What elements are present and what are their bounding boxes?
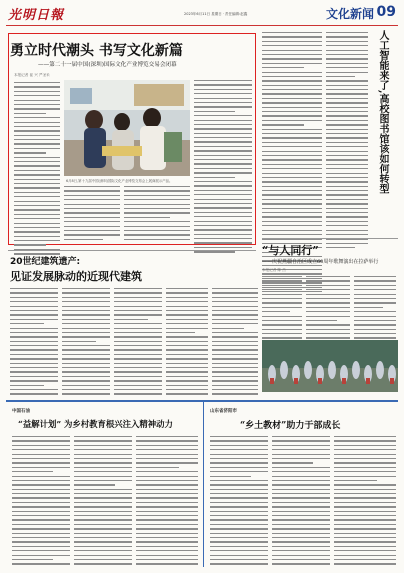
- story-text-column: [12, 436, 70, 568]
- heritage-headline: 见证发展脉动的近现代建筑: [10, 270, 142, 283]
- lead-subheadline: ——第二十一届中国(深圳)国际文化产业博览交易会闭幕: [38, 62, 177, 68]
- dateline: 2023年6月11日 星期日 · 责任编辑:赵鑫: [184, 12, 248, 16]
- section-divider: [6, 400, 398, 402]
- lead-text-column: [124, 186, 190, 243]
- newspaper-logo: 光明日報: [8, 8, 65, 23]
- story-text-column: [326, 32, 368, 252]
- divider: [8, 250, 256, 251]
- vertical-headline: 人工智能来了,高校图书馆该如何转型: [377, 30, 388, 194]
- story-text-column: [10, 288, 58, 398]
- bottom-left-headline: “益解计划” 为乡村教育根兴注入精神动力: [18, 419, 173, 429]
- mid-byline: 本报记者 陈 杰: [262, 268, 286, 272]
- bottom-right-tag: 山东省济阳市: [210, 409, 237, 414]
- section-title: 文化新闻: [325, 7, 374, 21]
- story-text-column: [334, 436, 396, 568]
- lead-byline: 本报记者 崔 兴 严圣禾: [14, 73, 50, 77]
- lead-text-column: [64, 186, 120, 243]
- heritage-kicker: 20世纪建筑遗产:: [10, 257, 81, 267]
- divider: [262, 238, 398, 239]
- story-text-column: [166, 288, 208, 398]
- mid-subheadline: ——庆祝燕疆自治区成立60周年歌舞演出在拉萨举行: [262, 259, 379, 265]
- photo-caption: 6月8日,第十九届中国(深圳)国际文化产业博览交易会上展商展示产品。: [66, 179, 173, 183]
- dance-photo: [262, 340, 398, 392]
- story-text-column: [62, 288, 110, 398]
- story-text-column: [210, 436, 268, 568]
- column-divider: [203, 402, 204, 567]
- story-text-column: [212, 288, 258, 398]
- story-text-column: [114, 288, 162, 398]
- bottom-left-tag: 中国石油: [12, 409, 30, 414]
- lead-headline: 勇立时代潮头 书写文化新篇: [10, 43, 183, 59]
- expo-photo: [64, 80, 190, 176]
- story-text-column: [136, 436, 198, 568]
- story-text-column: [272, 436, 330, 568]
- lead-text-column-right: [194, 80, 252, 256]
- story-text-column: [74, 436, 132, 568]
- page-number: 09: [376, 4, 396, 20]
- masthead: [6, 4, 398, 26]
- mid-headline: “与人同行”: [262, 244, 319, 257]
- lead-text-column: [14, 82, 60, 258]
- bottom-right-headline: “乡土教材”助力于部成长: [240, 421, 341, 431]
